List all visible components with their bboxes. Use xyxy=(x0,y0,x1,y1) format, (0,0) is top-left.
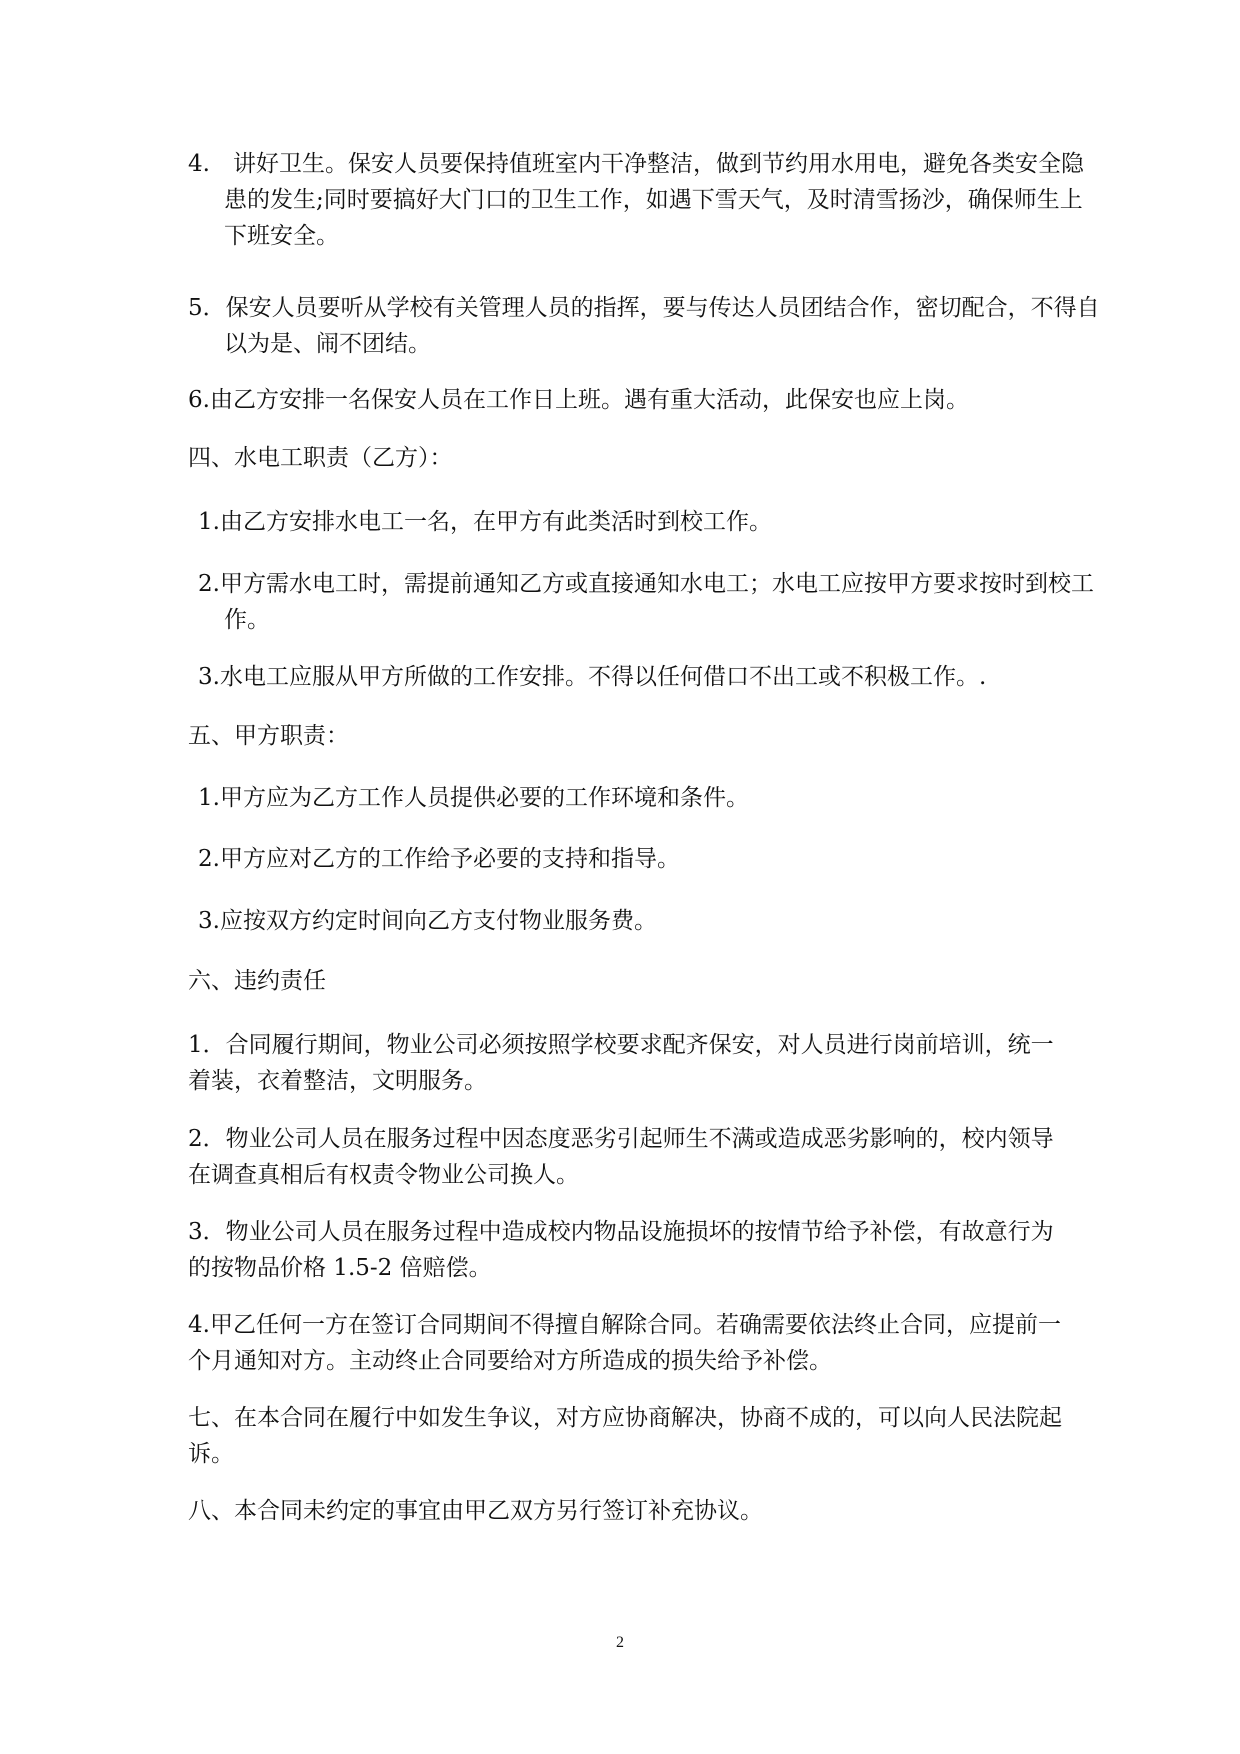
section-heading-electrician: 四、水电工职责（乙方）： xyxy=(188,445,453,471)
clause-security-5: 5．保安人员要听从学校有关管理人员的指挥，要与传达人员团结合作，密切配合，不得自以为是、闹不团结。 xyxy=(188,295,1100,357)
section-heading-party-a: 五、甲方职责： xyxy=(188,723,349,749)
clause-liability-3: 3．物业公司人员在服务过程中造成校内物品设施损坏的按情节给予补偿，有故意行为的按物品价格 1.5-2 倍赔偿。 xyxy=(188,1219,1054,1281)
section-supplementary: 八、本合同未约定的事宜由甲乙双方另行签订补充协议。 xyxy=(188,1498,763,1524)
section-heading-liability: 六、违约责任 xyxy=(188,968,326,994)
clause-electrician-3: 3.水电工应服从甲方所做的工作安排。不得以任何借口不出工或不积极工作。. xyxy=(198,664,987,690)
clause-electrician-1: 1.由乙方安排水电工一名，在甲方有此类活时到校工作。 xyxy=(198,509,772,535)
clause-party-a-3: 3.应按双方约定时间向乙方支付物业服务费。 xyxy=(198,908,657,934)
clause-security-6: 6.由乙方安排一名保安人员在工作日上班。遇有重大活动，此保安也应上岗。 xyxy=(188,387,969,413)
clause-liability-4: 4.甲乙任何一方在签订合同期间不得擅自解除合同。若确需要依法终止合同，应提前一个月通知对方。主动终止合同要给对方所造成的损失给予补偿。 xyxy=(188,1312,1061,1374)
clause-security-4: 4. 讲好卫生。保安人员要保持值班室内干净整洁，做到节约用水用电，避免各类安全隐患的发生;同时要搞好大门口的卫生工作，如遇下雪天气，及时清雪扬沙，确保师生上下班安全。 xyxy=(188,151,1084,249)
clause-liability-2: 2．物业公司人员在服务过程中因态度恶劣引起师生不满或造成恶劣影响的，校内领导在调查真相后有权责令物业公司换人。 xyxy=(188,1126,1054,1188)
page-number: 2 xyxy=(616,1634,624,1651)
clause-electrician-2: 2.甲方需水电工时，需提前通知乙方或直接通知水电工；水电工应按甲方要求按时到校工作。 xyxy=(198,571,1094,633)
section-dispute: 七、在本合同在履行中如发生争议，对方应协商解决，协商不成的，可以向人民法院起诉。 xyxy=(188,1405,1062,1467)
clause-party-a-1: 1.甲方应为乙方工作人员提供必要的工作环境和条件。 xyxy=(198,785,749,811)
clause-party-a-2: 2.甲方应对乙方的工作给予必要的支持和指导。 xyxy=(198,846,680,872)
clause-liability-1: 1．合同履行期间，物业公司必须按照学校要求配齐保安，对人员进行岗前培训，统一着装，衣着整洁，文明服务。 xyxy=(188,1032,1054,1094)
